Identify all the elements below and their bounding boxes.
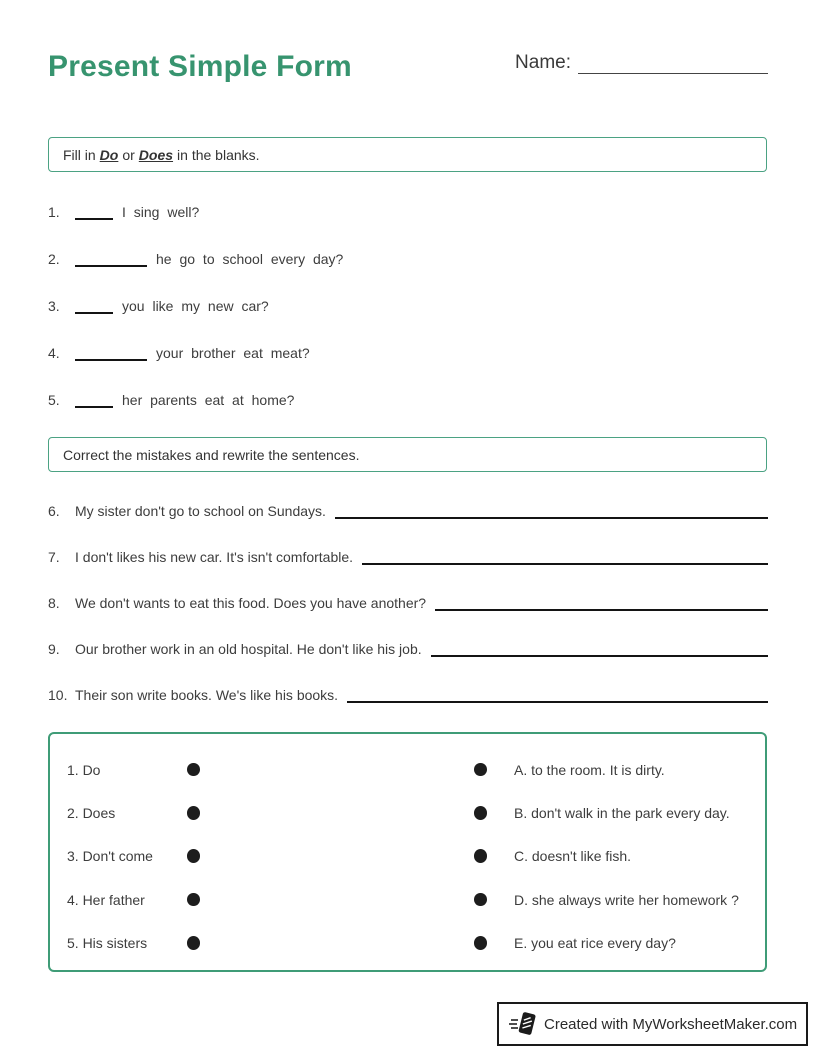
match-right-label: B. don't walk in the park every day. — [514, 804, 730, 821]
question-row-3 — [48, 282, 768, 329]
question-text: you like my new car? — [122, 297, 269, 314]
match-dot-left-4[interactable] — [187, 893, 200, 907]
question-row-10 — [48, 672, 768, 718]
question-number: 9. — [48, 641, 60, 657]
match-dot-right-4[interactable] — [474, 893, 487, 907]
question-text: Our brother work in an old hospital. He don't like his job. — [75, 641, 422, 657]
match-left-label: 5. His sisters — [67, 934, 148, 951]
question-number: 10. — [48, 687, 68, 703]
match-dot-left-5[interactable] — [187, 936, 200, 950]
question-number: 8. — [48, 595, 60, 611]
instruction-box-correct-mistakes — [48, 437, 767, 472]
answer-blank-3[interactable] — [75, 298, 113, 314]
question-number: 7. — [48, 549, 60, 565]
question-text: We don't wants to eat this food. Does you have another? — [75, 595, 427, 611]
fill-in-question-list — [48, 188, 768, 423]
credit-banner — [497, 1002, 808, 1046]
name-field — [515, 52, 768, 74]
name-label: Name: — [515, 52, 571, 73]
match-dot-left-3[interactable] — [187, 849, 200, 863]
question-row-5 — [48, 376, 768, 423]
question-row-8 — [48, 580, 768, 626]
question-number: 3. — [48, 297, 60, 314]
match-right-label: C. doesn't like fish. — [514, 848, 632, 865]
question-text: My sister don't go to school on Sundays. — [75, 503, 326, 519]
match-right-label: A. to the room. It is dirty. — [514, 761, 665, 778]
match-left-label: 3. Don't come — [67, 848, 153, 865]
instruction-box-fill-in — [48, 137, 767, 172]
question-number: 4. — [48, 344, 60, 361]
match-row-5 — [50, 921, 765, 964]
instruction-middle: or — [122, 146, 135, 163]
match-right-label: E. you eat rice every day? — [514, 934, 676, 951]
question-text: he go to school every day? — [156, 250, 344, 267]
answer-blank-4[interactable] — [75, 345, 147, 361]
name-write-line[interactable] — [578, 52, 768, 74]
rewrite-question-list — [48, 488, 768, 718]
answer-blank-5[interactable] — [75, 392, 113, 408]
question-row-6 — [48, 488, 768, 534]
question-text: her parents eat at home? — [122, 391, 295, 408]
match-dot-right-5[interactable] — [474, 936, 487, 950]
question-number: 2. — [48, 250, 60, 267]
header — [48, 50, 768, 84]
instruction-text: Correct the mistakes and rewrite the sentences. — [63, 446, 360, 463]
match-row-4 — [50, 878, 765, 921]
question-text: I don't likes his new car. It's isn't comfortable. — [75, 549, 354, 565]
answer-line-6[interactable] — [335, 503, 768, 519]
match-row-3 — [50, 835, 765, 878]
answer-line-10[interactable] — [347, 687, 768, 703]
keyword-do: Do — [99, 146, 119, 163]
question-row-1 — [48, 188, 768, 235]
question-row-9 — [48, 626, 768, 672]
answer-blank-2[interactable] — [75, 251, 147, 267]
question-text: your brother eat meat? — [156, 344, 310, 361]
match-left-label: 2. Does — [67, 804, 116, 821]
match-dot-right-2[interactable] — [474, 806, 487, 820]
instruction-suffix: in the blanks. — [177, 146, 260, 163]
credit-text: Created with MyWorksheetMaker.com — [544, 1015, 798, 1033]
match-left-label: 4. Her father — [67, 891, 145, 908]
question-row-4 — [48, 329, 768, 376]
question-text: I sing well? — [122, 203, 200, 220]
question-row-2 — [48, 235, 768, 282]
match-row-2 — [50, 791, 765, 834]
question-number: 1. — [48, 203, 60, 220]
match-dot-left-1[interactable] — [187, 763, 200, 777]
keyword-does: Does — [138, 146, 174, 163]
match-left-label: 1. Do — [67, 761, 101, 778]
page-title: Present Simple Form — [48, 50, 352, 83]
answer-blank-1[interactable] — [75, 204, 113, 220]
match-dot-right-1[interactable] — [474, 763, 487, 777]
answer-line-8[interactable] — [435, 595, 768, 611]
question-number: 5. — [48, 391, 60, 408]
match-dot-left-2[interactable] — [187, 806, 200, 820]
question-text: Their son write books. We's like his books. — [75, 687, 339, 703]
answer-line-9[interactable] — [431, 641, 768, 657]
worksheet-maker-logo-icon — [509, 1009, 537, 1039]
match-dot-right-3[interactable] — [474, 849, 487, 863]
matching-exercise-box — [48, 732, 767, 972]
match-right-label: D. she always write her homework ? — [514, 891, 739, 908]
question-row-7 — [48, 534, 768, 580]
answer-line-7[interactable] — [362, 549, 768, 565]
match-row-1 — [50, 748, 765, 791]
instruction-prefix: Fill in — [63, 146, 96, 163]
question-number: 6. — [48, 503, 60, 519]
